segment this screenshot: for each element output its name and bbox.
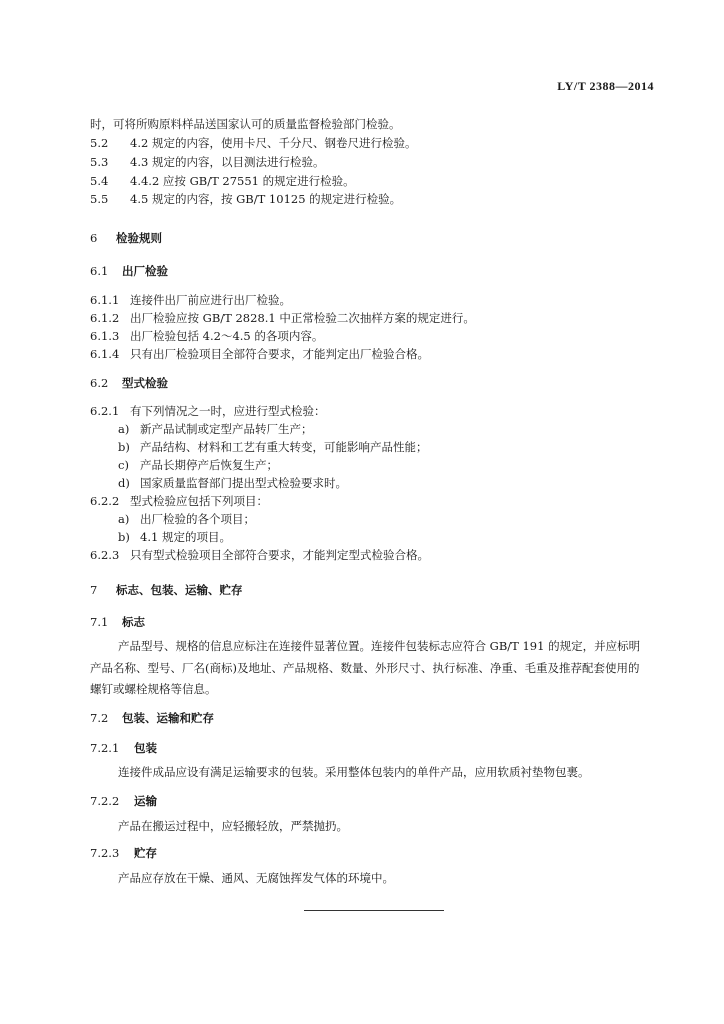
section-title: 检验规则	[116, 231, 162, 245]
section-7-1-heading	[90, 615, 145, 630]
clause-text: 4.3 规定的内容，以目测法进行检验。	[130, 155, 325, 169]
list-label: b)	[118, 530, 130, 544]
section-7-2-2-heading	[90, 794, 157, 809]
clause-6-1-1	[90, 293, 291, 308]
clause-5-3	[90, 155, 324, 170]
list-item-c	[118, 458, 278, 473]
list-item-a	[118, 422, 313, 437]
clause-5-2	[90, 136, 416, 151]
list-text: 产品长期停产后恢复生产；	[140, 458, 278, 472]
list-label: b)	[118, 440, 130, 454]
section-number: 7	[90, 583, 98, 597]
section-number: 6.2	[90, 376, 109, 390]
clause-text: 4.2 规定的内容，使用卡尺、千分尺、钢卷尺进行检验。	[130, 136, 417, 150]
list-item-b	[118, 530, 231, 545]
clause-text: 4.5 规定的内容，按 GB/T 10125 的规定进行检验。	[130, 192, 402, 206]
continuation-line: 时，可将所购原料样品送国家认可的质量监督检验部门检验。	[90, 117, 401, 131]
clause-text: 出厂检验包括 4.2～4.5 的各项内容。	[130, 329, 324, 343]
section-number: 7.2.3	[90, 846, 120, 860]
clause-6-2-1	[90, 404, 326, 419]
section-number: 7.2	[90, 711, 109, 725]
clause-6-1-3	[90, 329, 323, 344]
clause-number: 6.1.3	[90, 329, 120, 343]
end-rule	[304, 910, 444, 911]
list-item-b	[118, 440, 428, 455]
clause-number: 5.3	[90, 155, 109, 169]
clause-text: 只有型式检验项目全部符合要求，才能判定型式检验合格。	[130, 548, 429, 562]
list-text: 出厂检验的各个项目；	[140, 512, 255, 526]
section-title: 包装、运输和贮存	[122, 711, 214, 725]
clause-number: 6.2.3	[90, 548, 120, 562]
paragraph-7-2-3: 产品应存放在干燥、通风、无腐蚀挥发气体的环境中。	[118, 871, 394, 885]
clause-6-2-3	[90, 548, 429, 563]
section-title: 标志、包装、运输、贮存	[116, 583, 243, 597]
section-7-2-1-heading	[90, 741, 157, 756]
clause-6-2-2	[90, 494, 268, 509]
paragraph-7-2-1: 连接件成品应设有满足运输要求的包装。采用整体包装内的单件产品，应用软质衬垫物包裹。	[118, 765, 590, 779]
clause-text: 只有出厂检验项目全部符合要求，才能判定出厂检验合格。	[130, 347, 429, 361]
section-title: 包装	[134, 741, 157, 755]
clause-number: 6.2.2	[90, 494, 120, 508]
section-number: 6.1	[90, 264, 109, 278]
section-title: 运输	[134, 794, 157, 808]
list-label: d)	[118, 476, 130, 490]
section-7-2-heading	[90, 711, 214, 726]
section-6-heading	[90, 231, 162, 246]
clause-text: 型式检验应包括下列项目：	[130, 494, 268, 508]
list-label: a)	[118, 422, 130, 436]
clause-number: 5.4	[90, 174, 109, 188]
clause-text: 4.4.2 应按 GB/T 27551 的规定进行检验。	[130, 174, 355, 188]
clause-text: 出厂检验应按 GB/T 2828.1 中正常检验二次抽样方案的规定进行。	[130, 311, 475, 325]
section-6-2-heading	[90, 376, 168, 391]
section-title: 出厂检验	[122, 264, 168, 278]
standard-code: LY/T 2388—2014	[557, 79, 654, 93]
paragraph-7-1: 产品型号、规格的信息应标注在连接件显著位置。连接件包装标志应符合 GB/T 191 的规定，并应标明产品名称、型号、厂名(商标)及地址、产品规格、数量、外形尺寸、执行标准、净重、毛重及推荐配套使用的螺钉或螺栓规格等信息。	[90, 639, 641, 696]
clause-6-1-4	[90, 347, 429, 362]
list-item-a	[118, 512, 255, 527]
clause-5-4	[90, 174, 355, 189]
section-title: 标志	[122, 615, 145, 629]
list-text: 新产品试制或定型产品转厂生产；	[140, 422, 313, 436]
section-6-1-heading	[90, 264, 168, 279]
clause-number: 6.1.1	[90, 293, 120, 307]
list-label: c)	[118, 458, 129, 472]
section-number: 7.2.2	[90, 794, 120, 808]
section-title: 型式检验	[122, 376, 168, 390]
section-title: 贮存	[134, 846, 157, 860]
clause-number: 5.2	[90, 136, 109, 150]
clause-number: 6.1.4	[90, 347, 120, 361]
paragraph-7-2-2: 产品在搬运过程中，应轻搬轻放，严禁抛扔。	[118, 819, 348, 833]
clause-text: 有下列情况之一时，应进行型式检验：	[130, 404, 326, 418]
clause-6-1-2	[90, 311, 475, 326]
clause-5-5	[90, 192, 401, 207]
clause-text: 连接件出厂前应进行出厂检验。	[130, 293, 291, 307]
list-text: 4.1 规定的项目。	[140, 530, 231, 544]
list-text: 产品结构、材料和工艺有重大转变，可能影响产品性能；	[140, 440, 428, 454]
section-number: 7.2.1	[90, 741, 120, 755]
list-text: 国家质量监督部门提出型式检验要求时。	[140, 476, 347, 490]
list-item-d	[118, 476, 347, 491]
list-label: a)	[118, 512, 130, 526]
section-7-2-3-heading	[90, 846, 157, 861]
clause-number: 6.2.1	[90, 404, 120, 418]
section-7-heading	[90, 583, 243, 598]
clause-number: 6.1.2	[90, 311, 120, 325]
section-number: 7.1	[90, 615, 109, 629]
section-number: 6	[90, 231, 98, 245]
clause-number: 5.5	[90, 192, 109, 206]
